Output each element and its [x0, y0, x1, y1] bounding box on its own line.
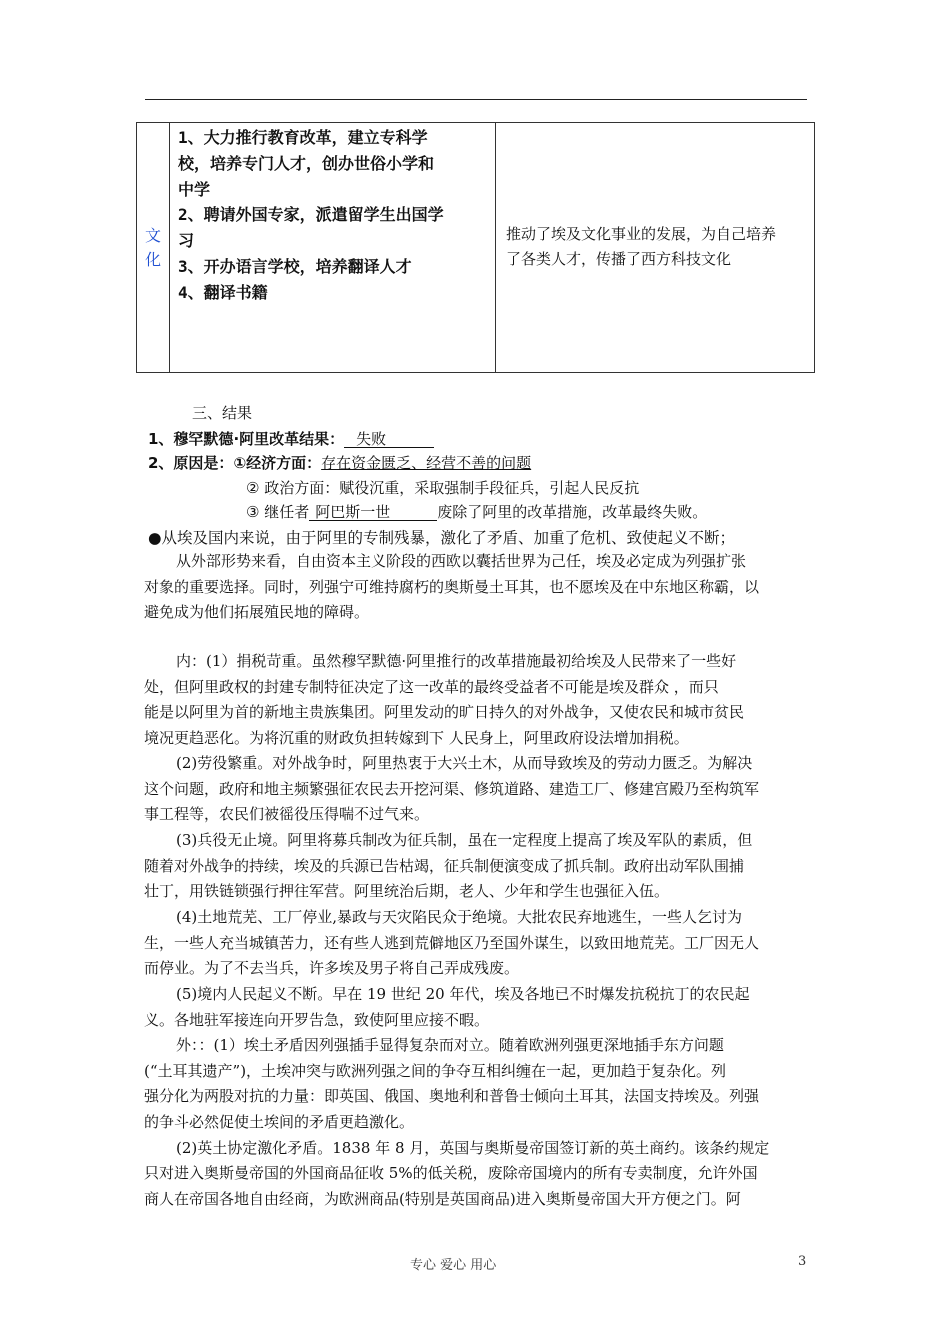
internal-factor-2	[144, 751, 808, 828]
measure-line: 中学	[178, 179, 211, 199]
text-line: 而停业。为了不去当兵，许多埃及男子将自己弄成残废。	[144, 959, 520, 978]
effect-line: 推动了埃及文化事业的发展，为自己培养	[506, 224, 777, 243]
internal-factor-4	[144, 905, 808, 982]
reason-value: 存在资金匮乏、经营不善的问题	[321, 454, 532, 472]
text-line: 只对进入奥斯曼帝国的外国商品征收 5%的低关税，废除帝国境内的所有专卖制度，允许外国	[144, 1164, 758, 1183]
text-line: (3)兵役无止境。阿里将募兵制改为征兵制，虽在一定程度上提高了埃及军队的素质，但	[176, 831, 753, 849]
measure-line: 校，培养专门人才，创办世俗小学和	[178, 153, 435, 173]
category-char: 文	[144, 225, 161, 245]
text-line: 处，但阿里政权的封建专制特征决定了这一改革的最终受益者不可能是埃及群众 ，而只	[144, 677, 719, 696]
text-line: 这个问题，政府和地主频繁强征农民去开挖河渠、修筑道路、建造工厂、修建宫殿乃至构筑军	[144, 779, 760, 798]
factor-5-and-external	[144, 982, 808, 1212]
measure-line: 1、大力推行教育改革，建立专科学	[178, 128, 428, 147]
category-cell	[137, 123, 170, 373]
text-line: 商人在帝国各地自由经商，为欧洲商品(特别是英国商品)进入奥斯曼帝国大开方便之门。阿	[144, 1189, 741, 1208]
text-line: 从外部形势来看，自由资本主义阶段的西欧以囊括世界为己任，埃及必定成为列强扩张	[176, 552, 747, 570]
text-line: (5)境内人民起义不断。早在 19 世纪 20 年代，埃及各地已不时爆发抗税抗丁的农民起	[176, 985, 750, 1003]
successor-label: ③ 继任者	[246, 503, 310, 521]
internal-factor-3	[144, 828, 808, 905]
measure-line: 3、开办语言学校，培养翻译人才	[178, 256, 412, 276]
reason-line	[148, 452, 531, 473]
text-line: 外：：(1）埃土矛盾因列强插手显得复杂而对立。随着欧洲列强更深地插手东方问题	[176, 1036, 724, 1055]
text-line: 强分化为两股对抗的力量：即英国、俄国、奥地利和普鲁士倾向土耳其，法国支持埃及。列强	[144, 1087, 760, 1106]
text-line: (2)劳役繁重。对外战争时，阿里热衷于大兴土木，从而导致埃及的劳动力匮乏。为解决	[176, 754, 753, 772]
internal-factor-1	[144, 649, 808, 751]
external-paragraph	[144, 549, 808, 626]
category-char: 化	[144, 249, 161, 269]
text-line: 事工程等，农民们被徭役压得喘不过气来。	[144, 805, 430, 824]
text-line: 内：(1）捐税苛重。虽然穆罕默德·阿里推行的改革措施最初给埃及人民带来了一些好	[176, 652, 737, 670]
successor-line	[246, 501, 707, 522]
table-row	[137, 123, 815, 373]
section-heading: 三、结果	[192, 404, 253, 422]
reform-table	[136, 122, 815, 373]
footer-motto: 专心 爱心 用心	[410, 1258, 497, 1273]
text-line: 对象的重要选择。同时，列强宁可维持腐朽的奥斯曼土耳其，也不愿埃及在中东地区称霸，以	[144, 577, 760, 596]
text-line: 能是以阿里为首的新地主贵族集团。阿里发动的旷日持久的对外战争，又使农民和城市贫民	[144, 703, 745, 722]
measures-cell	[170, 123, 496, 373]
text-line: 义。各地驻军接连向开罗告急，致使阿里应接不暇。	[144, 1010, 490, 1029]
reason-label: 2、原因是：①经济方面：	[148, 454, 322, 472]
text-line: 随着对外战争的持续，埃及的兵源已告枯竭，征兵制便演变成了抓兵制。政府出动军队围捕	[144, 856, 745, 875]
text-line: 避免成为他们拓展殖民地的障碍。	[144, 603, 370, 622]
effect-cell	[496, 123, 815, 373]
measure-line: 习	[178, 231, 195, 251]
successor-rest: 废除了阿里的改革措施，改革最终失败。	[437, 503, 708, 521]
result-value: 失败	[344, 431, 434, 448]
successor-name: 阿巴斯一世	[309, 504, 437, 521]
domestic-bullet: ●从埃及国内来说，由于阿里的专制残暴，激化了矛盾、加重了危机、致使起义不断；	[148, 529, 736, 547]
effect-line: 了各类人才，传播了西方科技文化	[506, 249, 732, 268]
measure-line: 2、聘请外国专家，派遣留学生出国学	[178, 205, 444, 225]
text-line: 的争斗必然促使土埃间的矛盾更趋激化。	[144, 1112, 415, 1131]
text-line: 壮丁，用铁链锁强行押往军营。阿里统治后期，老人、少年和学生也强征入伍。	[144, 882, 670, 901]
page-number: 3	[798, 1254, 807, 1269]
political-reason: ② 政治方面：赋役沉重，采取强制手段征兵，引起人民反抗	[246, 479, 640, 497]
text-line: 境况更趋恶化。为将沉重的财政负担转嫁到下 人民身上，阿里政府设法增加捐税。	[144, 728, 689, 747]
text-line: (“土耳其遗产”)，土埃冲突与欧洲列强之间的争夺互相纠缠在一起，更加趋于复杂化。列	[144, 1061, 727, 1080]
result-label: 1、穆罕默德·阿里改革结果：	[148, 430, 345, 448]
header-rule	[145, 99, 807, 100]
measure-line: 4、翻译书籍	[178, 282, 268, 302]
result-line	[148, 428, 434, 449]
text-line: 生，一些人充当城镇苦力，还有些人逃到荒僻地区乃至国外谋生，以致田地荒芜。工厂因无人	[144, 933, 760, 952]
text-line: (2)英土协定激化矛盾。1838 年 8 月，英国与奥斯曼帝国签订新的英土商约。该条约规定	[176, 1138, 770, 1157]
text-line: (4)土地荒芜、工厂停业,暴政与天灾陷民众于绝境。大批农民弃地逃生，一些人乞讨为	[176, 908, 743, 926]
